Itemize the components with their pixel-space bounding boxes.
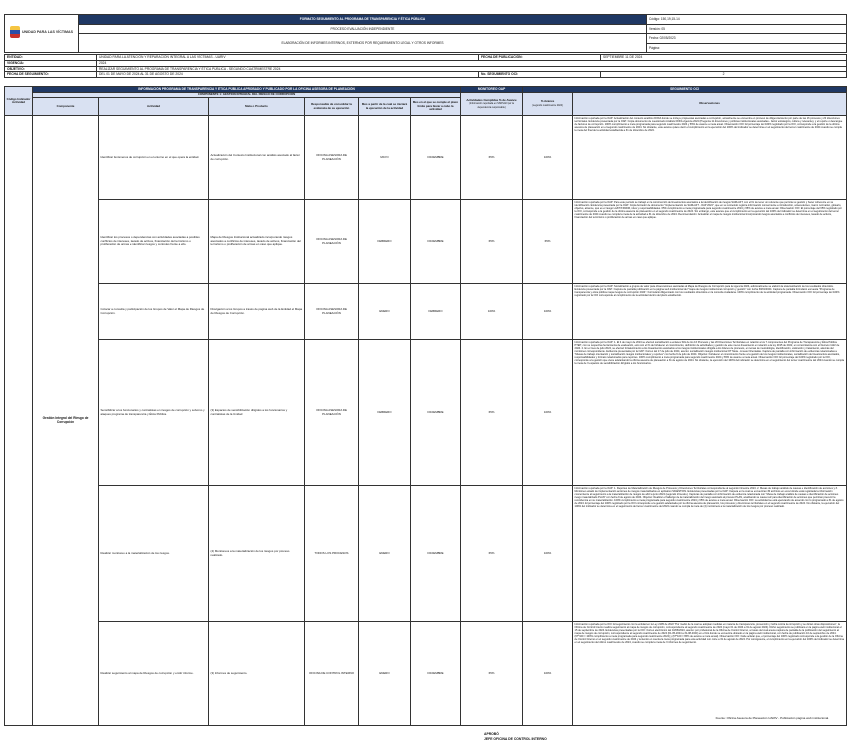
advance-cell: 100% (523, 116, 573, 200)
coat-of-arms-icon (10, 26, 20, 38)
table-row (5, 200, 847, 284)
observations-cell: Información reportada por la OAP: Socialización a grupos de valor para observaciones asociadas al Mapa de Riesgos de Corrupción para la vigencia 2024, adicionalmente se elaboró la sistematización de los resultados obtenidos. Evidencia presentada por la OAP: Captura de pantalla publicación en la página web institucional del "mapa de riesgos institucional corrupción y gestión" con fecha 30/01/2024. Captura de pantalla formulario encuesta "Programa de transparencia y ética pública mapa riesgos de corrupción 2024". Formulario diligenciado con los resultados obtenidos en la consulta ciudadana. 100% cumplimiento de la actividad programada. Observación OCI: El porcentaje del 100% registrado por la OCI corresponde al cumplimiento de la actividad dentro del plazo establecido. (573, 284, 847, 340)
observations-cell: Información reportada por la OAP: 1. El 4 de mayo de 2024 se efectuó socialización a enlaces SIG de los 16 Procesos y las 20 Direcciones Territoriales en relación a los 7 componentes del Programa de Transparencia y Ética Pública PTEP; con su respectiva herramienta de evaluación, esto con el fin de fortalecer el conocimiento, definición de actividades y gestión de este nuevo lineamiento en relación a la ley 2195 de 2022, en concordancia con el Decreto 1122 de 2024. 2. En el mes de julio 2024, se efectuó fortalecimiento a los lineamientos asociados a los riesgos institucionales dirigida a los líderes de procesos, en temas de metodología, identificación, valoración y tratamiento, además del monitoreo correspondiente. Evidencia presentada por la OAP: Correo del 17 de julio de 2024, asunto: socialización riesgos institucional OT Meta - Líneas Orientadas. Captura de pantalla con información de evidencias relacionadas a "Mesas de trabajo orientación y socialización riesgos institucionales y reportes" con fecha 9 de julio de 2024. Objetivo: Fortalecer el conocimiento frente a la gestión de los riesgos institucionales, socialización de lineamientos asociados, responsabilidades y formato relacionados para reportes. 100% cumplimiento a meta programada para segundo cuatrimestre 2024 y 65% de avance a meta anual. Observación OCI: El porcentaje del 100% registrado por la OCI, corresponde a la gestión que viene adelantando la oficina asesora de planeación a 31 de agosto de 2024. No obstante, la ejecución del 100% del indicador se determina en el seguimiento del tercer cuatrimestre del 2024 cuando se cumpla la meta de 3 espacios de sensibilización dirigidos a los funcionarios. (573, 340, 847, 486)
col-component: Componente (33, 98, 99, 116)
col-monitor (461, 92, 523, 116)
activity-cell: Sensibilizar a los funcionarios y contratistas en riesgos de corrupción y soborno y ataques programa de transparencia y Ética Pública. (99, 340, 209, 486)
source-note: Fuente: Oficina Asesora de Planeación UARIV - Publicación página web institucional. (715, 716, 829, 720)
entidad-label: ENTIDAD: (5, 55, 97, 61)
table-row (5, 486, 847, 622)
format-version: Versión: 05 (647, 24, 847, 34)
col-observations: Observaciones (573, 92, 847, 116)
end-cell: DICIEMBRE (411, 340, 461, 486)
responsible-cell: OFICINA ASESORA DE PLANEACIÓN (305, 284, 359, 340)
advance-cell: 100% (523, 340, 573, 486)
responsible-cell: OFICINA DE CONTROL INTERNO (305, 622, 359, 726)
vigencia-label: VIGENCIA: (5, 60, 97, 66)
document-header (4, 14, 847, 53)
col-start: Mes a partir de la cual se iniciará la ejecución de la actividad (359, 98, 411, 116)
table-row (5, 284, 847, 340)
col-goal: Meta o Producto (209, 98, 305, 116)
format-code: Código: 150,19,15-14 (647, 15, 847, 25)
observations-cell: Información reportada por la OAP: Actualización del contexto analítico DOFA donde se incluye propuestas asociadas a corrupción, actualmente se encuentra en proceso de diligenciamiento por parte de las 16 procesos y 20 direcciones territoriales. Evidencia presentada por la OAP: Copia documento de cuestionario Análisis DOFA vigencia 2024 (Pregunta 11 direcciones y políticas institucionales asociadas - factor estratégico, cultura y relevante), y el reporte o descargue de factores de corrupción. 100% cumplimiento a meta programada para segundo cuatrimestre 2024 y 65% de avance a meta anual. Observación OCI: El porcentaje del 100% registrado por la OCI, corresponde a la gestión de la oficina asesora de planeación en el segundo cuatrimestre de 2024. No obstante, este avance quiere decir el cumplimiento en la ejecución del 100% del indicador se determina en el seguimiento del tercer cuatrimestre de 2024 cuando se cumpla la meta del final de la actividad establecida a 31 de diciembre de 2024. (573, 116, 847, 200)
band-program: INFORMACIÓN PROGRAMA DE TRANSPARENCIA Y ÉTICA PÚBLICA APROBADO Y PUBLICADO POR LA OFICINA ASESORA DE PLANEACIÓN (33, 87, 461, 93)
band-monitor: MONITOREO OAP (461, 87, 523, 93)
monitor-cell: 100% (461, 284, 523, 340)
approval-label: APROBÓ (484, 732, 499, 736)
goal-cell: Divulgación a los Grupos a través de página web de la Entidad el Mapa de Riesgos de Corrupción. (209, 284, 305, 340)
end-cell: DICIEMBRE (411, 622, 461, 726)
col-advance (523, 92, 573, 116)
advance-cell: 65% (523, 200, 573, 284)
component-name: Gestión Integral del Riesgo de Corrupción (33, 116, 99, 726)
end-cell: DICIEMBRE (411, 116, 461, 200)
logo-text: UNIDAD PARA LAS VÍCTIMAS (21, 29, 74, 34)
goal-cell: (3) Espacios de sensibilización dirigidos a los funcionarios y contratistas de la Unidad (209, 340, 305, 486)
monitor-cell: 65% (461, 116, 523, 200)
start-cell: FEBRERO (359, 200, 411, 284)
entidad-value: UNIDAD PARA LA ATENCIÓN Y REPARACIÓN INTEGRAL A LAS VÍCTIMAS - UARIV (97, 55, 479, 61)
goal-cell: Mapa de Riesgos Institucional actualizado incorporando riesgos asociados a conflictos de intereses, lavado de activos, financiación del terrorismo o proliferación de armas en caso que aplique. (209, 200, 305, 284)
col-responsible: Responsable de consolidar la evidencia de su ejecución (305, 98, 359, 116)
advance-cell: 100% (523, 622, 573, 726)
activity-cell: Realizar monitoreo a la materialización de los riesgos. (99, 486, 209, 622)
end-cell: DICIEMBRE (411, 486, 461, 622)
observations-cell: Información reportada por la OAP: Para este periodo se trabajó en la construcción de lineamientos asociados a la identificación de riesgos SARLAFT, con el fin de tener un referente que permita su gestión y hacer coherente en su identificación. Evidencia presentada por la OAP: Copia borrador de documento "Implementación de SARLAFT - OAP 2024", que en su contenido registra información concerniente a introducción, antecedentes, marco normativo, glosario, objetivo, alcance, qué es el riesgo LA/FT/FPADM, roles y responsabilidades. 65% cumplimiento a meta programada para segundo cuatrimestre 2024 y 65% de avance a meta anual. Observación OCI: El porcentaje del 65% registrado por la OCI, corresponde a la gestión de la oficina asesora de planeación en el segundo cuatrimestre de 2024. Sin embargo, este avance que el cumplimiento en la ejecución del 100% del indicador se determina en el seguimiento del tercer cuatrimestre de 2024 cuando se cumpla la meta de la actividad a 31 de diciembre de 2024. Recomendación: Actualizar el mapa de riesgos institucional incorporando riesgos asociados a conflictos de intereses, lavado de activos, financiación del terrorismo o proliferación de armas en caso que aplique. (573, 200, 847, 284)
end-cell: FEBRERO (411, 284, 461, 340)
advance-cell: 100% (523, 284, 573, 340)
program-table (4, 86, 847, 726)
format-date: Fecha: 02/05/2023 (647, 34, 847, 44)
objetivo-value: REALIZAR SEGUIMIENTO AL PROGRAMA DE TRANSPARENCIA Y ÉTICA PÚBLICA - SEGUNDO CUATRIMESTRE 2024 (97, 66, 847, 72)
start-cell: ENERO (359, 486, 411, 622)
fecha-publicacion-label: FECHA DE PUBLICACIÓN: (479, 55, 601, 61)
monitor-cell: 65% (461, 486, 523, 622)
format-page: Página: (647, 43, 847, 53)
goal-cell: (3) Informes de seguimiento. (209, 622, 305, 726)
col-monitor-title: Actividades Cumplidas % de Avance (466, 97, 517, 102)
col-end: Mes en el que se cumple el plazo límite para llevar a cabo la actividad (411, 98, 461, 116)
band-seguimiento: SEGUIMIENTO OCI (523, 87, 847, 93)
numero-seguimiento-value: 2 (601, 72, 847, 78)
observations-cell: Información reportada por la OCI: El seguimiento con la entidad en la Ley 2195 de 2022 "Por medio de la cual se adoptan medidas en materia de transparencia, prevención y lucha contra la corrupción y se dictan otras disposiciones", la Oficina de Control Interno realiza seguimiento al mapa de riesgos de corrupción, correspondiente al segundo cuatrimestre de 2024 (mayo 01 de 2024 a 31 de agosto 2024). Dicho seguimiento se publicará en la página web institucional el 15 de septiembre de 2024. Evidencias presentadas por la OCI: Correo electrónico del 10/06/2024, asunto: por profesional de la Oficina de Control Interno, a través del cual anexa captura de pantalla de la publicación del seguimiento al mapa de riesgos de corrupción, correspondiente al segundo cuatrimestre de 2024 (01-05-2024 a 31-08-2024) en el link donde se encuentra ubicado en la página web institucional, con fecha de publicación 10 de septiembre de 2024. (67*100 = 100% cumplimiento a meta programada para segundo cuatrimestre 2024) y (67*100 = 65% de avance a meta anual). Observación OCI: Cabe aclarar que, el porcentaje del 100% registrado corresponde a la gestión de la Oficina de Control Interno en el segundo cuatrimestre de 2024 y teniendo en cuenta la meta programada para esta actividad con corte a 31 de agosto de 2024. Por consiguiente, el cumplimiento en la ejecución del 100% del indicador se determina en el seguimiento del último cuatrimestre de 2024, cuando se cumpla la meta de 3 informes de seguimiento. (573, 622, 847, 726)
col-activity: Actividad (99, 98, 209, 116)
monitor-cell: 65% (461, 200, 523, 284)
start-cell: MAYO (359, 116, 411, 200)
objetivo-label: OBJETIVO: (5, 66, 97, 72)
vigencia-value: 2024 (97, 60, 847, 66)
entity-logo (10, 26, 73, 38)
goal-cell: (4) Monitoreos a la materialización de los riesgos por proceso realizado. (209, 486, 305, 622)
col-code: Código Indicador Actividad (5, 87, 33, 116)
table-row (5, 622, 847, 726)
logo-cell (5, 15, 79, 53)
monitor-cell: 65% (461, 340, 523, 486)
code-cell (5, 116, 33, 726)
approver-title: JEFE OFICINA DE CONTROL INTERNO (484, 736, 547, 741)
end-cell: DICIEMBRE (411, 200, 461, 284)
activity-cell: Identificar fenómenos de corrupción en el entorno en el que opera la entidad. (99, 116, 209, 200)
start-cell: ENERO (359, 284, 411, 340)
goal-cell: Actualización del Contexto Institucional con análisis asociado al factor de corrupción. (209, 116, 305, 200)
procedure-name: ELABORACIÓN DE INFORMES INTERNOS, EXTERNOS POR REQUERIMIENTO LEGAL Y OTROS INFORMES (79, 34, 647, 53)
report-metadata (4, 54, 847, 78)
responsible-cell: TODOS LOS PROCESOS (305, 486, 359, 622)
col-monitor-note: (Información reportada en SISPLAN por la dependencia responsable) (469, 102, 514, 109)
start-cell: ENERO (359, 622, 411, 726)
format-title: FORMATO SEGUIMIENTO AL PROGRAMA DE TRANSPARENCIA Y ÉTICA PÚBLICA (79, 15, 647, 25)
fecha-seguimiento-label: FECHA DE SEGUIMIENTO: (5, 72, 97, 78)
process-name: PROCESO EVALUACIÓN INDEPENDIENTE (79, 24, 647, 34)
col-advance-title: % Avance (540, 99, 555, 104)
table-row (5, 340, 847, 486)
fecha-seguimiento-value: DEL 01 DE MAYO DE 2024 AL 31 DE AGOSTO DE 2024 (97, 72, 479, 78)
responsible-cell: OFICINA ASESORA DE PLANEACIÓN (305, 116, 359, 200)
activity-cell: Colocar a consulta y participación de los Grupos de Valor el Mapa de Riesgos de Corrupción. (99, 284, 209, 340)
advance-cell: 100% (523, 486, 573, 622)
responsible-cell: OFICINA ASESORA DE PLANEACIÓN (305, 200, 359, 284)
numero-seguimiento-label: No. SEGUIMIENTO OCI: (479, 72, 601, 78)
responsible-cell: OFICINA ASESORA DE PLANEACIÓN (305, 340, 359, 486)
fecha-publicacion-value: SEPTIEMBRE 11 DE 2024 (601, 55, 847, 61)
activity-cell: Identificar los procesos o dependencias con actividades asociadas a posibles conflictos de intereses, lavado de activos, financiación del terrorismo o proliferación de armas e identificar riesgos y controles frente a ello. (99, 200, 209, 284)
activity-cell: Realizar seguimiento al mapa de Riesgos de corrupción y emitir informe. (99, 622, 209, 726)
col-advance-note: (segundo cuatrimestre 2024) (532, 103, 563, 107)
approval-block (484, 732, 547, 741)
monitor-cell: 65% (461, 622, 523, 726)
observations-cell: Información reportada por la OAP: 1. Reportes de Materialización de Riesgos de Procesos y Direcciones Territoriales correspondiente al segundo trimestre 2024. 2. Mesas de trabajo análisis de causas e identificación de acciones y 3. Monitoreo estado de implementación acciones de riesgos materializados en aplicativo SIGESTION. Evidencias presentadas por la OAP: Carpeta en la cual se encuentran 30 archivos en excel donde está registrada la información concerniente al seguimiento a la materialización de riesgos de abril a junio 2024 (segundo trimestre). Capturas de pantalla con información de evidencia relacionada con "Mesa de trabajo análisis de causas e identificación de acciones riesgo materializado PLAN" con fecha 9 de agosto de 2024. Objetivo: Realizar el hallazgo de la materialización del riesgo asociado al proceso PLAN, analizando su causa raíz para identificación de acciones que permitan prevenir la reincidencia en su materialización. 100% cumplimiento a meta programada para segundo cuatrimestre 2024 y 65% de avance a meta anual. Observación OCI: La actividad se está ejecutando de acuerdo con lo programado a 31 de agosto de 2024. El porcentaje del 100% registrado por la OCI corresponde a la gestión adelantada por la oficina asesora de planeación, los procesos y direcciones territoriales en el segundo cuatrimestre de 2024. No obstante, la ejecución del 100% del indicador se determina en el seguimiento del tercer cuatrimestre del 2024 cuando se cumpla la meta de (4) monitoreos a la materialización de los riesgos por proceso realizado. (573, 486, 847, 622)
start-cell: FEBRERO (359, 340, 411, 486)
table-row (5, 116, 847, 200)
band-component: COMPONENTE 1: GESTIÓN INTEGRAL DEL RIESGO DE CORRUPCIÓN (33, 92, 461, 98)
